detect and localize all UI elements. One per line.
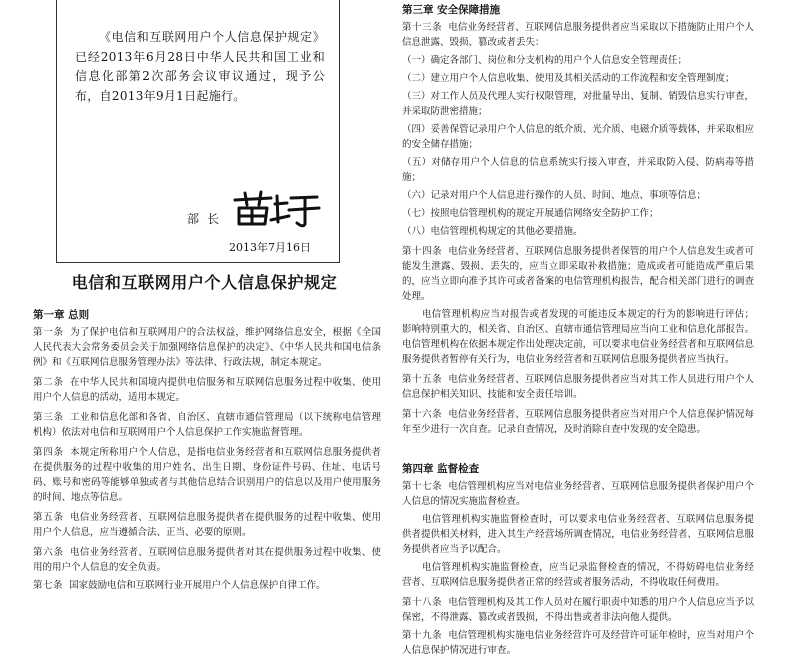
article-1: [33, 325, 381, 370]
article-19: [402, 628, 754, 658]
article-6: [33, 545, 381, 575]
article-15-label: 第十五条: [402, 374, 443, 385]
article-13: [402, 20, 754, 50]
left-column: [33, 308, 381, 596]
signer-title: 部长: [187, 212, 228, 226]
article-18: [402, 595, 754, 625]
right-column: [402, 3, 754, 661]
article-1-label: 第一条: [33, 327, 64, 338]
article-5: [33, 510, 381, 540]
article-13-text: 电信业务经营者、互联网信息服务提供者应当采取以下措施防止用户个人信息泄露、毁损、篡改或者丢失：: [402, 22, 754, 48]
article-17: [402, 479, 754, 509]
article-6-text: 电信业务经营者、互联网信息服务提供者对其在提供服务过程中收集、使用的用户个人信息的安全负责。: [33, 547, 381, 573]
article-2-text: 在中华人民共和国境内提供电信服务和互联网信息服务过程中收集、使用用户个人信息的活动，适用本规定。: [33, 377, 381, 403]
article-14-label: 第十四条: [402, 246, 443, 257]
announcement-box: [56, 0, 340, 263]
announcement-date: 2013年7月16日: [229, 241, 311, 254]
article-4: [33, 445, 381, 505]
article-16-label: 第十六条: [402, 409, 443, 420]
article-15: [402, 372, 754, 402]
article-5-text: 电信业务经营者、互联网信息服务提供者在提供服务的过程中收集、使用用户个人信息，应当遵循合法、正当、必要的原则。: [33, 512, 381, 538]
article-14: [402, 244, 754, 304]
article-14-followup: 电信管理机构应当对报告或者发现的可能违反本规定的行为的影响进行评估；影响特别重大的，相关省、自治区、直辖市通信管理局应当向工业和信息化部报告。电信管理机构在依据本规定作出处理决定前，可以要求电信业务经营者和互联网信息服务提供者暂停有关行为，电信业务经营者和互联网信息服务提供者应当执行。: [402, 309, 754, 365]
article-7-text: 国家鼓励电信和互联网行业开展用户个人信息保护自律工作。: [69, 580, 326, 591]
handwritten-signature: [231, 190, 321, 230]
article-6-label: 第六条: [33, 547, 64, 558]
chapter-3-heading: 第三章 安全保障措施: [402, 4, 501, 16]
article-17-label: 第十七条: [402, 481, 443, 492]
article-14-text: 电信业务经营者、互联网信息服务提供者保管的用户个人信息发生或者可能发生泄露、毁损、丢失的，应当立即采取补救措施；造成或者可能造成严重后果的，应当立即向准予其许可或者备案的电信管理机构报告，配合相关部门进行的调查处理。: [402, 246, 754, 302]
article-5-label: 第五条: [33, 512, 64, 523]
article-19-text: 电信管理机构实施电信业务经营许可及经营许可证年检时，应当对用户个人信息保护情况进行审查。: [402, 630, 754, 656]
article-3-label: 第三条: [33, 412, 64, 423]
article-1-text: 为了保护电信和互联网用户的合法权益，维护网络信息安全，根据《全国人民代表大会常务委员会关于加强网络信息保护的决定》、《中华人民共和国电信条例》和《互联网信息服务管理办法》等法律、行政法规，制定本规定。: [33, 327, 381, 368]
article-18-label: 第十八条: [402, 597, 443, 608]
article-17-paragraph-3: 电信管理机构实施监督检查，应当记录监督检查的情况，不得妨碍电信业务经营者、互联网信息服务提供者正常的经营或者服务活动，不得收取任何费用。: [402, 562, 754, 588]
article-2: [33, 375, 381, 405]
signature-block: [187, 190, 337, 230]
article-4-label: 第四条: [33, 447, 64, 458]
article-13-item: （六）记录对用户个人信息进行操作的人员、时间、地点、事项等信息；: [402, 190, 707, 201]
article-19-label: 第十九条: [402, 630, 443, 641]
article-13-item: （二）建立用户个人信息收集、使用及其相关活动的工作流程和安全管理制度；: [402, 73, 735, 84]
article-3: [33, 410, 381, 440]
chapter-4-heading: 第四章 监督检查: [402, 463, 480, 475]
article-16: [402, 407, 754, 437]
article-13-item: （四）妥善保管记录用户个人信息的纸介质、光介质、电磁介质等载体，并采取相应的安全储存措施；: [402, 124, 754, 150]
article-13-item: （一）确定各部门、岗位和分支机构的用户个人信息安全管理责任；: [402, 55, 688, 66]
article-13-item: （五）对储存用户个人信息的信息系统实行接入审查，并采取防入侵、防病毒等措施；: [402, 157, 754, 183]
chapter-1-heading: 第一章 总则: [33, 309, 90, 321]
article-15-text: 电信业务经营者、互联网信息服务提供者应当对其工作人员进行用户个人信息保护相关知识、技能和安全责任培训。: [402, 374, 754, 400]
article-18-text: 电信管理机构及其工作人员对在履行职责中知悉的用户个人信息应当予以保密，不得泄露、篡改或者毁损，不得出售或者非法向他人提供。: [402, 597, 754, 623]
article-17-paragraph-2: 电信管理机构实施监督检查时，可以要求电信业务经营者、互联网信息服务提供者提供相关材料，进入其生产经营场所调查情况，电信业务经营者、互联网信息服务提供者应当予以配合。: [402, 514, 754, 555]
article-3-text: 工业和信息化部和各省、自治区、直辖市通信管理局（以下统称电信管理机构）依法对电信和互联网用户个人信息保护工作实施监督管理。: [33, 412, 381, 438]
article-7: [33, 578, 381, 593]
article-2-label: 第二条: [33, 377, 64, 388]
article-13-item: （七）按照电信管理机构的规定开展通信网络安全防护工作；: [402, 208, 659, 219]
announcement-text: 《电信和互联网用户个人信息保护规定》已经2013年6月28日中华人民共和国工业和信息化部第2次部务会议审议通过，现予公布，自2013年9月1日起施行。: [75, 30, 325, 103]
article-16-text: 电信业务经营者、互联网信息服务提供者应当对用户个人信息保护情况每年至少进行一次自查。记录自查情况，及时消除自查中发现的安全隐患。: [402, 409, 754, 435]
article-13-item: （八）电信管理机构规定的其他必要措施。: [402, 226, 583, 237]
article-4-text: 本规定所称用户个人信息，是指电信业务经营者和互联网信息服务提供者在提供服务的过程中收集的用户姓名、出生日期、身份证件号码、住址、电话号码、账号和密码等能够单独或者与其他信息结合识别用户的信息以及用户使用服务的时间、地点等信息。: [33, 447, 381, 503]
article-13-item: （三）对工作人员及代理人实行权限管理，对批量导出、复制、销毁信息实行审查，并采取防泄密措施；: [402, 91, 754, 117]
article-13-label: 第十三条: [402, 22, 443, 33]
article-7-label: 第七条: [33, 580, 64, 591]
document-title: 电信和互联网用户个人信息保护规定: [71, 273, 338, 292]
article-17-text: 电信管理机构应当对电信业务经营者、互联网信息服务提供者保护用户个人信息的情况实施监督检查。: [402, 481, 754, 507]
